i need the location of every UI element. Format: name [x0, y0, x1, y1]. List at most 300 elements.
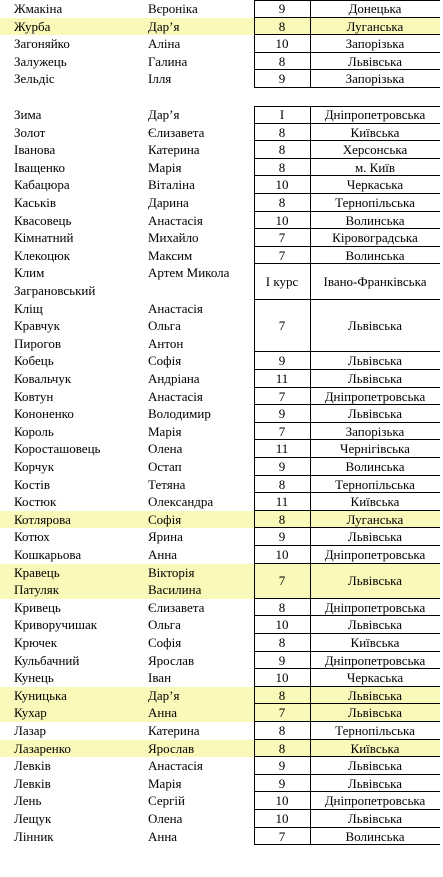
table-row	[0, 599, 440, 617]
first-name-cell: Софія	[148, 511, 182, 527]
participants-table-top	[0, 0, 440, 88]
surname-cell: Кухар	[14, 705, 47, 721]
first-name-cell: Максим	[148, 247, 193, 263]
surname-cell: Кобець	[14, 353, 54, 369]
surname-cell: Кононенко	[14, 406, 74, 422]
region-cell: Львівська	[347, 705, 403, 721]
column-divider	[254, 493, 255, 511]
first-name-cell: Ольга	[148, 318, 181, 334]
column-divider	[254, 18, 255, 36]
first-name-cell: Марія	[148, 775, 182, 791]
region-cell: Київська	[350, 494, 400, 510]
grade-cell: 8	[278, 18, 286, 34]
grade-cell: 8	[278, 740, 286, 756]
row-divider	[254, 0, 440, 1]
surname-cell: Кульбачний	[14, 652, 80, 668]
table-row	[0, 352, 440, 370]
region-cell: Львівська	[347, 573, 403, 589]
column-divider	[310, 528, 311, 546]
first-name-cell: Софія	[148, 353, 182, 369]
column-divider	[254, 388, 255, 406]
column-divider	[310, 159, 311, 177]
region-cell: Львівська	[347, 617, 403, 633]
region-cell: Тернопільська	[335, 195, 415, 210]
surname-cell: Квасовець	[14, 212, 72, 228]
table-row	[0, 440, 440, 458]
surname-cell: Король	[14, 423, 54, 439]
region-cell: Херсонська	[342, 142, 408, 158]
region-cell: Київська	[350, 740, 400, 756]
region-cell: Дніпропетровська	[324, 793, 426, 809]
first-name-cell: Іван	[148, 670, 172, 686]
column-divider	[254, 53, 255, 71]
surname-cell: Ковальчук	[14, 371, 72, 386]
grade-cell: 7	[278, 388, 286, 404]
grade-cell: 9	[278, 459, 286, 474]
column-divider	[254, 423, 255, 441]
surname-cell: Клим	[14, 265, 45, 281]
grade-cell: 11	[275, 371, 289, 386]
column-divider	[254, 775, 255, 793]
column-divider	[254, 546, 255, 564]
surname-cell: Іващенко	[14, 159, 65, 175]
column-divider	[310, 722, 311, 740]
grade-cell: 8	[278, 635, 286, 650]
table-row	[0, 370, 440, 388]
first-name-cell: Дарина	[148, 195, 189, 210]
grade-cell: 7	[278, 573, 286, 589]
table-row	[0, 194, 440, 212]
column-divider	[254, 0, 255, 18]
surname-cell: Корчук	[14, 459, 55, 474]
table-row	[0, 792, 440, 810]
column-divider	[254, 300, 255, 353]
grade-cell: 7	[278, 230, 286, 246]
region-cell: Луганська	[346, 511, 404, 527]
region-cell: Тернопільська	[335, 476, 415, 492]
region-cell: Запорізька	[345, 423, 405, 439]
table-row	[0, 652, 440, 670]
grade-cell: 8	[278, 195, 286, 210]
region-cell: Львівська	[347, 353, 403, 369]
table-row	[0, 810, 440, 828]
column-divider	[254, 405, 255, 423]
table-row	[0, 300, 440, 353]
column-divider	[310, 599, 311, 617]
grade-cell: 8	[278, 687, 286, 703]
grade-cell: 10	[275, 617, 289, 633]
column-divider	[310, 810, 311, 828]
first-name-cell: Вєроніка	[148, 1, 198, 16]
column-divider	[254, 247, 255, 265]
column-divider	[310, 106, 311, 124]
region-cell: Черкаська	[346, 670, 404, 686]
column-divider	[310, 300, 311, 353]
table-row	[0, 828, 440, 846]
region-cell: Івано-Франківська	[323, 274, 427, 290]
column-divider	[254, 828, 255, 846]
column-divider	[254, 352, 255, 370]
region-cell: Кіровоградська	[332, 230, 418, 246]
region-cell: Запорізька	[345, 71, 405, 87]
column-divider	[310, 740, 311, 758]
first-name-cell: Олександра	[148, 494, 214, 510]
first-name-cell: Анастасія	[148, 388, 203, 404]
column-divider	[254, 35, 255, 53]
column-divider	[310, 212, 311, 230]
first-name-cell: Анастасія	[148, 212, 203, 228]
column-divider	[254, 229, 255, 247]
first-name-cell: Анна	[148, 828, 178, 844]
region-cell: Чернігівська	[340, 441, 410, 457]
first-name-cell: Михайло	[148, 230, 199, 246]
surname-cell: Кравчук	[14, 318, 60, 334]
grade-cell: 8	[278, 159, 286, 175]
surname-cell: Золот	[14, 124, 46, 140]
column-divider	[254, 159, 255, 177]
table-row	[0, 247, 440, 265]
first-name-cell: Олена	[148, 441, 183, 457]
first-name-cell: Ярослав	[148, 740, 195, 756]
column-divider	[254, 564, 255, 599]
region-cell: Луганська	[346, 18, 404, 34]
grade-cell: 11	[275, 441, 289, 457]
first-name-cell: Артем Микола	[148, 265, 230, 281]
surname-cell: Заграновський	[14, 282, 96, 298]
table-row	[0, 106, 440, 124]
column-divider	[254, 810, 255, 828]
table-row	[0, 564, 440, 599]
surname-cell: Клекоцюк	[14, 247, 71, 263]
column-divider	[310, 493, 311, 511]
column-divider	[310, 546, 311, 564]
region-cell: Львівська	[347, 687, 403, 703]
grade-cell: І	[279, 107, 285, 122]
first-name-cell: Ярина	[148, 529, 183, 545]
region-cell: Волинська	[345, 247, 405, 263]
region-cell: Дніпропетровська	[324, 547, 426, 562]
first-name-cell: Дар’я	[148, 107, 180, 122]
column-divider	[310, 440, 311, 458]
column-divider	[254, 740, 255, 758]
table-row	[0, 722, 440, 740]
first-name-cell: Олена	[148, 811, 183, 826]
column-divider	[254, 599, 255, 617]
column-divider	[254, 440, 255, 458]
column-divider	[310, 458, 311, 476]
grade-cell: 9	[278, 71, 286, 87]
grade-cell: 7	[278, 705, 286, 721]
region-cell: Львівська	[347, 758, 403, 774]
column-divider	[310, 652, 311, 670]
region-cell: Львівська	[347, 318, 403, 334]
table-row	[0, 476, 440, 494]
column-divider	[254, 176, 255, 194]
grade-cell: 7	[278, 247, 286, 263]
row-divider	[254, 87, 440, 88]
column-divider	[254, 652, 255, 670]
grade-cell: 8	[278, 124, 286, 140]
table-row	[0, 124, 440, 142]
surname-cell: Лазар	[14, 723, 46, 738]
column-divider	[310, 229, 311, 247]
first-name-cell: Анастасія	[148, 300, 203, 316]
table-row	[0, 264, 440, 299]
surname-cell: Лень	[14, 793, 42, 809]
first-name-cell: Анна	[148, 547, 178, 562]
column-divider	[254, 511, 255, 529]
region-cell: Дніпропетровська	[324, 599, 426, 615]
region-cell: м. Київ	[354, 159, 396, 175]
region-cell: Львівська	[347, 775, 403, 791]
column-divider	[310, 70, 311, 88]
table-row	[0, 493, 440, 511]
surname-cell: Криворучишак	[14, 617, 98, 633]
column-divider	[310, 423, 311, 441]
surname-cell: Куницька	[14, 687, 67, 703]
table-row	[0, 704, 440, 722]
column-divider	[310, 176, 311, 194]
column-divider	[310, 616, 311, 634]
surname-cell: Котюх	[14, 529, 50, 545]
table-row	[0, 634, 440, 652]
table-row	[0, 775, 440, 793]
column-divider	[310, 141, 311, 159]
surname-cell: Кунець	[14, 670, 54, 686]
table-row	[0, 212, 440, 230]
first-name-cell: Єлизавета	[148, 599, 205, 615]
table-row	[0, 141, 440, 159]
first-name-cell: Софія	[148, 635, 182, 650]
region-cell: Запорізька	[345, 36, 405, 52]
table-row	[0, 405, 440, 423]
first-name-cell: Василина	[148, 582, 202, 598]
grade-cell: 9	[278, 406, 286, 422]
column-divider	[254, 616, 255, 634]
first-name-cell: Аліна	[148, 36, 181, 52]
column-divider	[310, 194, 311, 212]
row-divider	[254, 844, 440, 845]
region-cell: Львівська	[347, 53, 403, 69]
column-divider	[310, 370, 311, 388]
grade-cell: 8	[278, 476, 286, 492]
surname-cell: Жмакіна	[14, 1, 63, 16]
column-divider	[310, 775, 311, 793]
column-divider	[310, 247, 311, 265]
column-divider	[254, 194, 255, 212]
first-name-cell: Остап	[148, 459, 182, 474]
column-divider	[310, 669, 311, 687]
grade-cell: 7	[278, 318, 286, 334]
table-row	[0, 669, 440, 687]
table-row	[0, 35, 440, 53]
column-divider	[254, 458, 255, 476]
surname-cell: Котлярова	[14, 511, 71, 527]
first-name-cell: Катерина	[148, 723, 200, 738]
column-divider	[310, 704, 311, 722]
table-row	[0, 159, 440, 177]
grade-cell: 9	[278, 353, 286, 369]
surname-cell: Каськів	[14, 195, 57, 210]
surname-cell: Кліщ	[14, 300, 43, 316]
region-cell: Дніпропетровська	[324, 107, 426, 122]
column-divider	[254, 792, 255, 810]
first-name-cell: Катерина	[148, 142, 200, 158]
table-row	[0, 528, 440, 546]
table-row	[0, 70, 440, 88]
surname-cell: Кравець	[14, 564, 60, 580]
grade-cell: 10	[275, 177, 289, 193]
grade-cell: 10	[275, 547, 289, 562]
column-divider	[310, 828, 311, 846]
column-divider	[254, 757, 255, 775]
column-divider	[310, 757, 311, 775]
grade-cell: І курс	[265, 274, 299, 290]
column-divider	[310, 53, 311, 71]
region-cell: Донецька	[348, 1, 402, 16]
column-divider	[254, 106, 255, 124]
grade-cell: 8	[278, 599, 286, 615]
first-name-cell: Анна	[148, 705, 178, 721]
grade-cell: 8	[278, 142, 286, 158]
grade-cell: 10	[275, 212, 289, 228]
column-divider	[310, 564, 311, 599]
column-divider	[310, 352, 311, 370]
table-row	[0, 511, 440, 529]
column-divider	[310, 792, 311, 810]
column-divider	[310, 0, 311, 18]
column-divider	[254, 687, 255, 705]
surname-cell: Іванова	[14, 142, 56, 158]
grade-cell: 10	[275, 670, 289, 686]
surname-cell: Кривець	[14, 599, 61, 615]
region-cell: Львівська	[347, 371, 403, 386]
table-row	[0, 687, 440, 705]
first-name-cell: Ольга	[148, 617, 181, 633]
column-divider	[310, 511, 311, 529]
region-cell: Дніпропетровська	[324, 388, 426, 404]
surname-cell: Лінник	[14, 828, 54, 844]
region-cell: Дніпропетровська	[324, 652, 426, 668]
grade-cell: 8	[278, 511, 286, 527]
column-divider	[254, 476, 255, 494]
grade-cell: 9	[278, 652, 286, 668]
first-name-cell: Антон	[148, 335, 184, 351]
grade-cell: 10	[275, 36, 289, 52]
region-cell: Волинська	[345, 828, 405, 844]
first-name-cell: Віталіна	[148, 177, 195, 193]
surname-cell: Лещук	[14, 811, 52, 826]
column-divider	[254, 528, 255, 546]
table-row	[0, 423, 440, 441]
grade-cell: 10	[275, 793, 289, 809]
surname-cell: Кабацюра	[14, 177, 70, 193]
table-row	[0, 176, 440, 194]
first-name-cell: Сергій	[148, 793, 186, 809]
first-name-cell: Анастасія	[148, 758, 203, 774]
surname-cell: Кімнатний	[14, 230, 74, 246]
grade-cell: 10	[275, 811, 289, 826]
grade-cell: 9	[278, 529, 286, 545]
surname-cell: Кошкарьова	[14, 547, 82, 562]
surname-cell: Загоняйко	[14, 36, 70, 52]
grade-cell: 9	[278, 775, 286, 791]
first-name-cell: Марія	[148, 423, 182, 439]
column-divider	[310, 476, 311, 494]
column-divider	[310, 35, 311, 53]
row-divider	[254, 106, 440, 107]
region-cell: Київська	[350, 124, 400, 140]
surname-cell: Левків	[14, 758, 51, 774]
grade-cell: 11	[275, 494, 289, 510]
surname-cell: Залужець	[14, 53, 67, 69]
column-divider	[254, 634, 255, 652]
participants-table-main	[0, 106, 440, 845]
column-divider	[254, 124, 255, 142]
surname-cell: Костів	[14, 476, 51, 492]
column-divider	[254, 370, 255, 388]
column-divider	[254, 669, 255, 687]
column-divider	[254, 70, 255, 88]
grade-cell: 9	[278, 1, 286, 16]
surname-cell: Ковтун	[14, 388, 54, 404]
first-name-cell: Тетяна	[148, 476, 186, 492]
table-row	[0, 53, 440, 71]
first-name-cell: Андріана	[148, 371, 200, 386]
column-divider	[254, 264, 255, 299]
column-divider	[310, 687, 311, 705]
column-divider	[254, 704, 255, 722]
first-name-cell: Галина	[148, 53, 188, 69]
column-divider	[310, 388, 311, 406]
region-cell: Львівська	[347, 529, 403, 545]
surname-cell: Лазаренко	[14, 740, 71, 756]
region-cell: Київська	[350, 635, 400, 650]
region-cell: Тернопільська	[335, 723, 415, 738]
table-row	[0, 229, 440, 247]
first-name-cell: Дар’я	[148, 687, 180, 703]
first-name-cell: Вікторія	[148, 564, 195, 580]
grade-cell: 7	[278, 828, 286, 844]
column-divider	[310, 18, 311, 36]
column-divider	[254, 141, 255, 159]
surname-cell: Зима	[14, 107, 42, 122]
region-cell: Черкаська	[346, 177, 404, 193]
table-row	[0, 740, 440, 758]
column-divider	[254, 722, 255, 740]
table-row	[0, 388, 440, 406]
table-row	[0, 0, 440, 18]
first-name-cell: Марія	[148, 159, 182, 175]
first-name-cell: Володимир	[148, 406, 211, 422]
column-divider	[310, 634, 311, 652]
surname-cell: Левків	[14, 775, 51, 791]
column-divider	[310, 405, 311, 423]
table-row	[0, 458, 440, 476]
first-name-cell: Дар’я	[148, 18, 180, 34]
first-name-cell: Єлизавета	[148, 124, 205, 140]
column-divider	[310, 264, 311, 299]
column-divider	[310, 124, 311, 142]
grade-cell: 8	[278, 723, 286, 738]
surname-cell: Крючек	[14, 635, 58, 650]
region-cell: Волинська	[345, 212, 405, 228]
first-name-cell: Ілля	[148, 71, 172, 87]
table-row	[0, 757, 440, 775]
grade-cell: 9	[278, 758, 286, 774]
surname-cell: Патуляк	[14, 582, 60, 598]
surname-cell: Зельдіс	[14, 71, 55, 87]
